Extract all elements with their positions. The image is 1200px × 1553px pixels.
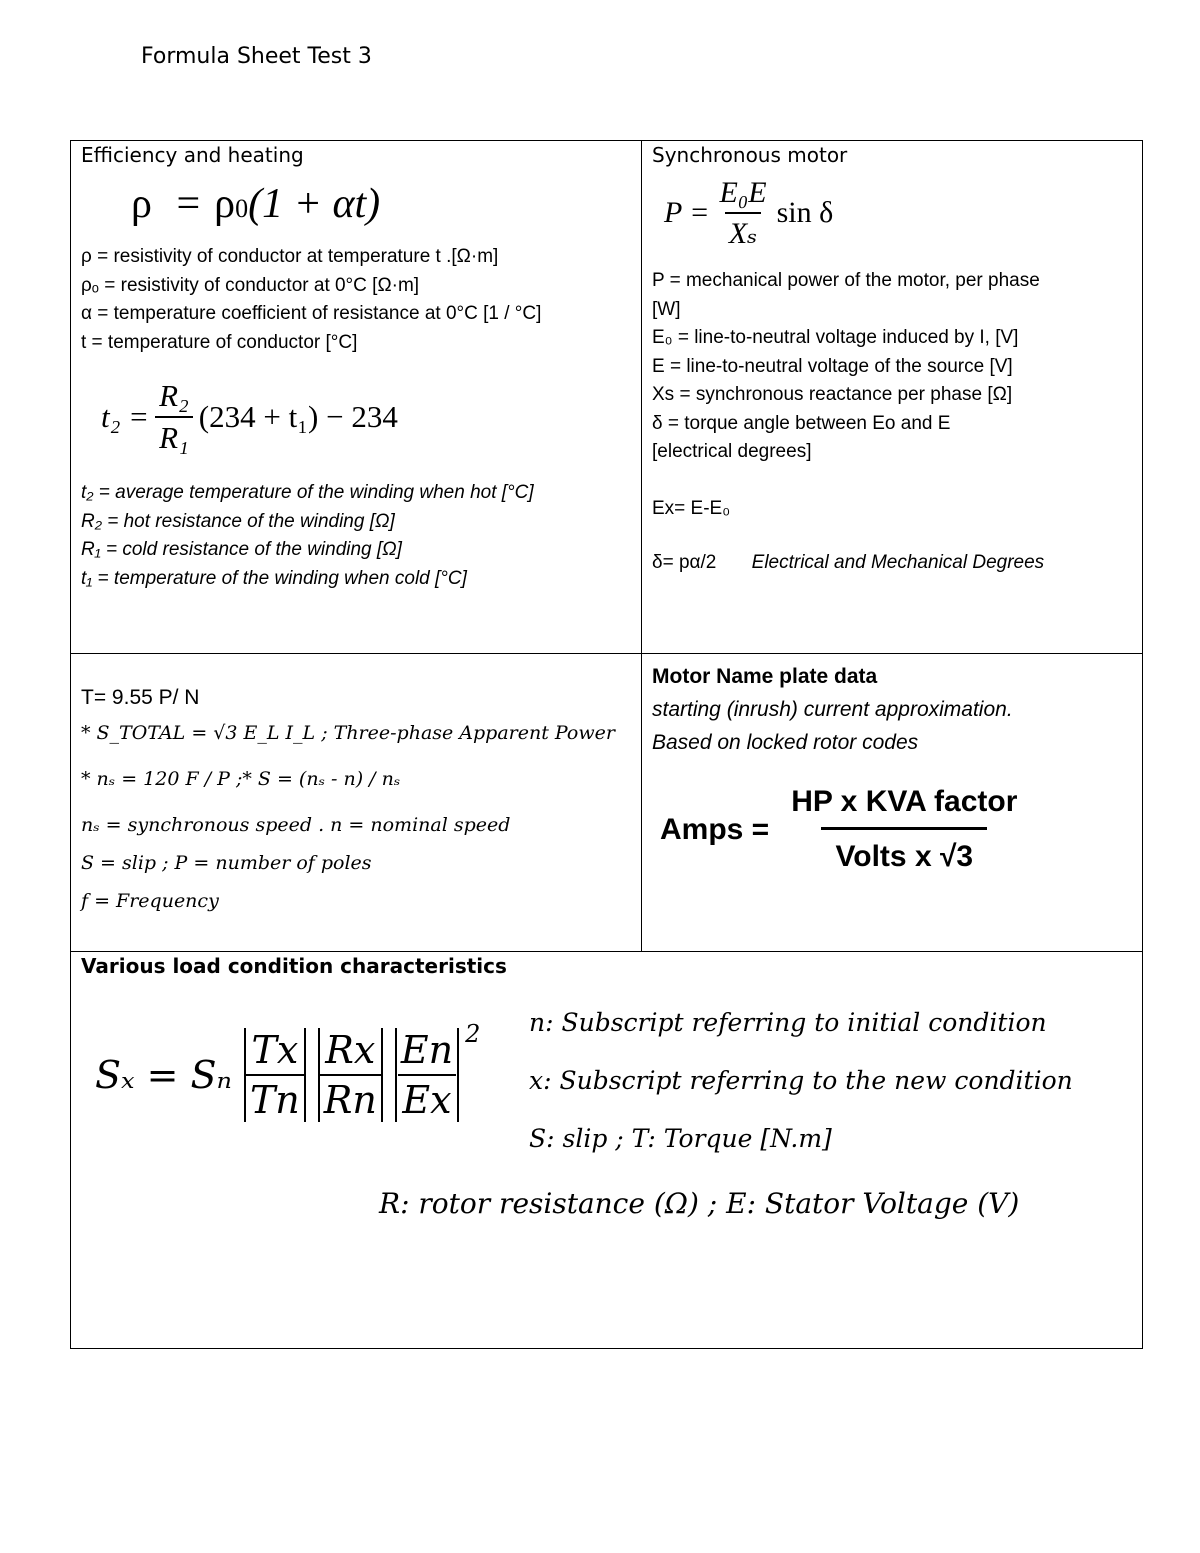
efficiency-title: Efficiency and heating — [81, 143, 304, 167]
amps-formula: Amps = $\frac{\text{HP x KVA factor}}{\text{Volts x √3}}$ — [660, 785, 1018, 873]
cell-synchronous-motor — [642, 141, 1143, 654]
nameplate-sub2: Based on locked rotor codes — [652, 731, 919, 754]
sync-power-formula: P = $\frac{\text{E₀E}}{\text{Xₛ}}$ sin δ — [664, 175, 834, 250]
cell-nameplate — [642, 654, 1143, 952]
winding-temp-formula: t₂ = $\frac{\text{R₂}}{\text{R₁}}$ (234 + t₁) − 234 — [101, 378, 398, 455]
delta-formula: δ= pα/2 Electrical and Mechanical Degrees — [652, 552, 1045, 573]
handwritten-slip-defs: S = slip ; P = number of poles — [81, 852, 372, 874]
handwritten-frequency-def: f = Frequency — [81, 890, 219, 912]
note-initial: n: Subscript referring to initial condition — [529, 1008, 1047, 1037]
def-delta: δ = torque angle between Eo and E — [652, 412, 951, 434]
def-xs: Xs = synchronous reactance per phase [Ω] — [652, 384, 1013, 405]
def-rho: ρ = resistivity of conductor at temperature t .[Ω·m] — [81, 246, 499, 267]
def-e: E = line-to-neutral voltage of the source [V] — [652, 355, 1013, 377]
sync-title: Synchronous motor — [652, 143, 848, 167]
handwritten-speed-defs: nₛ = synchronous speed . n = nominal speed — [81, 814, 511, 836]
def-t1: t₁ = temperature of the winding when cold [°C] — [81, 567, 467, 589]
def-rho0: ρₒ = resistivity of conductor at 0°C [Ω·m] — [81, 274, 420, 296]
def-e0: E₀ = line-to-neutral voltage induced by I, [V] — [652, 327, 1019, 348]
cell-torque — [71, 654, 642, 952]
note-rotor-stator: R: rotor resistance (Ω) ; E: Stator Voltage (V) — [379, 1187, 1020, 1220]
nameplate-sub1: starting (inrush) current approximation. — [652, 698, 1013, 721]
def-t: t = temperature of conductor [°C] — [81, 331, 358, 353]
cell-load-conditions — [71, 952, 1143, 1349]
cell-efficiency — [71, 141, 642, 654]
note-slip-torque: S: slip ; T: Torque [N.m] — [529, 1124, 832, 1153]
def-p: P = mechanical power of the motor, per phase — [652, 270, 1040, 291]
torque-formula: T= 9.55 P/ N — [81, 686, 200, 709]
def-r2: R₂ = hot resistance of the winding [Ω] — [81, 510, 395, 532]
handwritten-apparent-power: * S_TOTAL = √3 E_L I_L ; Three-phase Apparent Power — [81, 722, 615, 744]
def-alpha: α = temperature coefficient of resistance at 0°C [1 / °C] — [81, 303, 542, 324]
slip-ratio-formula: Sₓ = Sₙ $\frac{Tx}{Tn}$ $\frac{Rx}{Rn}$ $\frac{En}{Ex}$ 2 — [95, 1020, 481, 1122]
formula-table — [70, 140, 1143, 1349]
def-t2: t₂ = average temperature of the winding when hot [°C] — [81, 482, 534, 503]
ex-formula: Ex= E-E₀ — [652, 497, 731, 519]
load-title: Various load condition characteristics — [81, 954, 507, 978]
def-delta-unit: [electrical degrees] — [652, 441, 812, 462]
nameplate-title: Motor Name plate data — [652, 665, 878, 688]
note-new: x: Subscript referring to the new condition — [529, 1066, 1073, 1095]
page-title: Formula Sheet Test 3 — [141, 44, 372, 69]
def-p-unit: [W] — [652, 298, 681, 320]
handwritten-sync-speed: * nₛ = 120 F / P ;* S = (nₛ - n) / nₛ — [81, 768, 401, 790]
def-r1: R₁ = cold resistance of the winding [Ω] — [81, 539, 402, 560]
resistivity-formula: ρ = ρ0(1 + αt) — [131, 181, 381, 227]
